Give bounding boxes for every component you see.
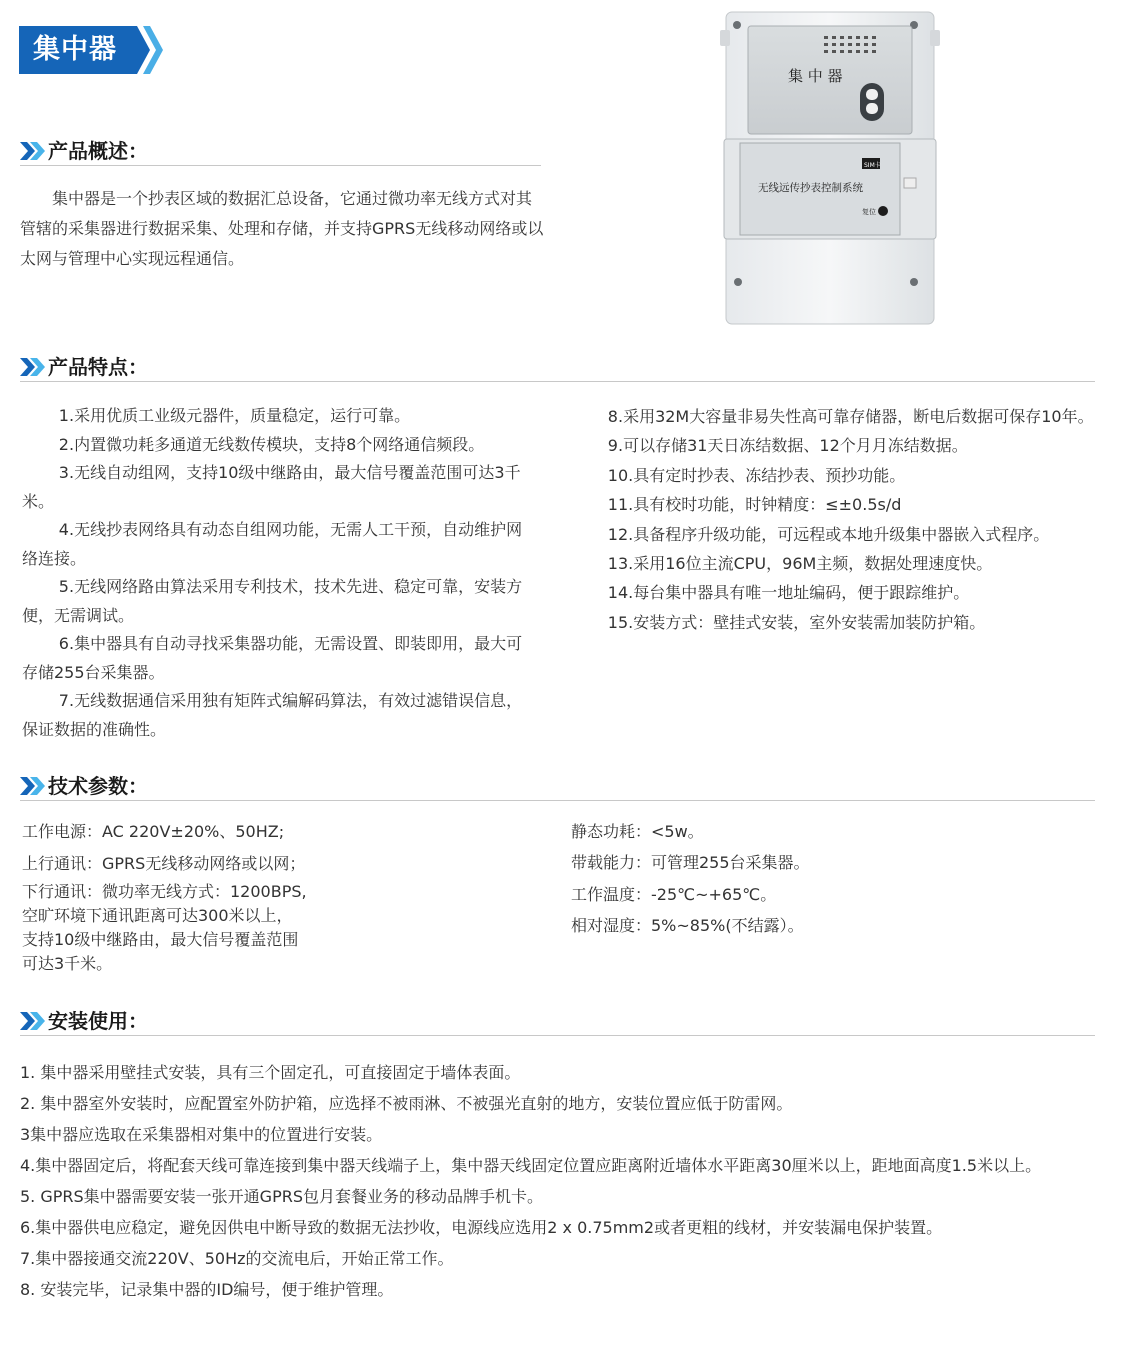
features-list-right [571, 402, 1106, 637]
title-banner [19, 26, 165, 74]
feature-item: 8.采用32M大容量非易失性高可靠存储器，断电后数据可保存10年。 [607, 407, 1094, 426]
tech-params-right [571, 817, 810, 941]
tech-heading-label: 技术参数： [48, 774, 148, 798]
install-item: 4.集中器固定后，将配套天线可靠连接到集中器天线端子上，集中器天线固定位置应距离附近墙体水平距离30厘米以上，距地面高度1.5米以上。 [20, 1156, 1042, 1175]
sim-card-label: SIM卡 [864, 162, 881, 169]
param-humidity: 相对湿度：5%~85%(不结露）。 [571, 916, 804, 935]
concentrator-device-image [720, 10, 940, 334]
feature-item: 5.无线网络路由算法采用专利技术，技术先进、稳定可靠，安装方便，无需调试。 [22, 577, 523, 625]
reset-label: 复位 [862, 208, 876, 216]
features-heading-label: 产品特点： [48, 355, 148, 379]
tech-divider [20, 800, 1095, 801]
feature-item: 1.采用优质工业级元器件，质量稳定，运行可靠。 [58, 406, 411, 425]
install-item: 1. 集中器采用壁挂式安装，具有三个固定孔，可直接固定于墙体表面。 [20, 1063, 521, 1082]
param-downlink-4: 可达3千米。 [22, 954, 113, 973]
double-chevron-icon [20, 777, 46, 795]
install-item: 6.集中器供电应稳定，避免因供电中断导致的数据无法抄收，电源线应选用2 x 0.75mm2或者更粗的线材，并安装漏电保护装置。 [20, 1218, 943, 1237]
install-item: 5. GPRS集中器需要安装一张开通GPRS包月套餐业务的移动品牌手机卡。 [20, 1187, 543, 1206]
param-downlink-3: 支持10级中继路由，最大信号覆盖范围 [22, 930, 299, 949]
install-divider [20, 1035, 1095, 1036]
features-list-left [22, 402, 537, 744]
device-label-top: 集 中 器 [788, 67, 843, 85]
param-downlink-1: 下行通讯：微功率无线方式：1200BPS, [22, 882, 307, 901]
double-chevron-icon [20, 358, 46, 376]
device-label-system: 无线远传抄表控制系统 [758, 182, 863, 194]
overview-divider [20, 165, 541, 166]
features-divider [20, 381, 1095, 382]
tech-params-left [22, 817, 307, 976]
page-title: 集中器 [33, 34, 117, 65]
param-uplink: 上行通讯：GPRS无线移动网络或以网； [22, 854, 306, 873]
overview-text: 集中器是一个抄表区域的数据汇总设备，它通过微功率无线方式对其管辖的采集器进行数据采集、处理和存储，并支持GPRS无线移动网络或以太网与管理中心实现远程通信。 [20, 189, 544, 268]
install-item: 8. 安装完毕，记录集中器的ID编号，便于维护管理。 [20, 1280, 394, 1299]
install-item: 2. 集中器室外安装时，应配置室外防护箱，应选择不被雨淋、不被强光直射的地方，安装位置应低于防雷网。 [20, 1094, 793, 1113]
install-list [20, 1057, 1100, 1305]
feature-item: 9.可以存储31天日冻结数据、12个月月冻结数据。 [607, 436, 968, 456]
feature-item: 12.具备程序升级功能，可远程或本地升级集中器嵌入式程序。 [607, 524, 1050, 544]
install-item: 3集中器应选取在采集器相对集中的位置进行安装。 [20, 1125, 383, 1144]
param-static-power: 静态功耗：<5w。 [571, 822, 704, 841]
feature-item: 2.内置微功耗多通道无线数传模块，支持8个网络通信频段。 [58, 434, 485, 454]
feature-item: 4.无线抄表网络具有动态自组网功能，无需人工干预，自动维护网络连接。 [22, 520, 523, 568]
feature-item: 14.每台集中器具有唯一地址编码，便于跟踪维护。 [607, 583, 970, 603]
install-heading-label: 安装使用： [48, 1009, 148, 1033]
feature-item: 11.具有校时功能，时钟精度：≤±0.5s/d [607, 495, 902, 515]
param-working-temp: 工作温度：-25℃~+65℃。 [571, 885, 777, 904]
overview-heading-label: 产品概述： [48, 139, 148, 163]
param-power: 工作电源：AC 220V±20%、50HZ; [22, 822, 285, 841]
double-chevron-icon [20, 1012, 46, 1030]
feature-item: 10.具有定时抄表、冻结抄表、预抄功能。 [607, 465, 906, 485]
feature-item: 7.无线数据通信采用独有矩阵式编解码算法，有效过滤错误信息，保证数据的准确性。 [22, 691, 523, 739]
install-item: 7.集中器接通交流220V、50Hz的交流电后，开始正常工作。 [20, 1249, 454, 1268]
feature-item: 3.无线自动组网，支持10级中继路由，最大信号覆盖范围可达3千米。 [22, 463, 521, 511]
concentrator-device-svg [720, 10, 940, 330]
param-downlink-2: 空旷环境下通讯距离可达300米以上， [22, 906, 293, 925]
feature-item: 6.集中器具有自动寻找采集器功能，无需设置、即装即用，最大可存储255台采集器。 [22, 634, 523, 682]
feature-item: 13.采用16位主流CPU，96M主频，数据处理速度快。 [607, 554, 993, 574]
feature-item: 15.安装方式：壁挂式安装，室外安装需加装防护箱。 [607, 612, 986, 632]
double-chevron-icon [20, 142, 46, 160]
param-load-capacity: 带载能力：可管理255台采集器。 [571, 853, 810, 872]
